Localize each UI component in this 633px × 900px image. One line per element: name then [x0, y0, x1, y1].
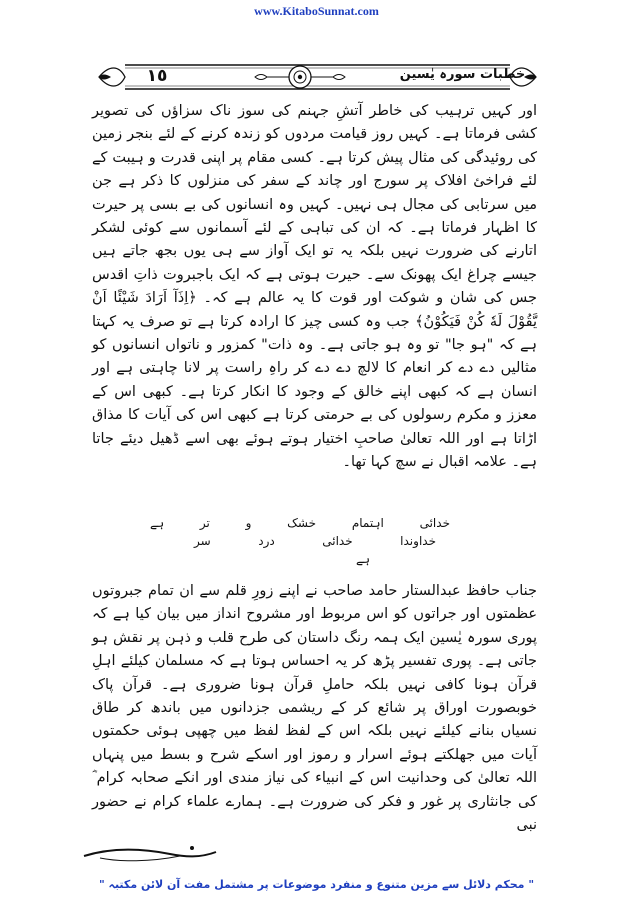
verse-word: خشک: [287, 516, 317, 530]
running-title: خطبات سورہ یٰسین: [399, 67, 526, 82]
verse-word: خدائی: [419, 516, 450, 530]
verse-word: خدائی: [322, 534, 353, 548]
verse-line-3: [150, 552, 450, 566]
end-flourish-icon: [80, 842, 220, 864]
page-number: ١٥: [146, 66, 168, 86]
body-text: [92, 100, 537, 475]
verse-word: اہتمام: [351, 516, 384, 530]
verse-line-1: [150, 516, 450, 530]
paragraph: اور کہیں ترہیب کی خاطر آتشِ جہنم کی سوز ناک سزاؤں کی تصویر کشی فرماتا ہے۔ کہیں روز قیامت مردوں کو زندہ کرنے کے لئے بنجر زمین کی روئیدگی کی مثال پیش کرتا ہے۔ کسی مقام پر اپنی قدرت و ہیبت کے لئے فراخئ افلاک پر سورج اور چاند کے سفر کی منزلوں کا ذکر ہے جن میں سرتابی کی مجال ہی نہیں۔ کہیں وہ انسانوں کی بے بسی پر حیرت کا اظہار فرماتا ہے۔ کہ ان کی تباہی کے لئے آسمانوں سے کوئی لشکر اتارنے کی ضرورت نہیں بلکہ یہ تو ایک آواز سے ہی یوں بجھ جاتے ہیں جیسے چراغ ایک پھونک سے۔ حیرت ہوتی ہے کہ ایک باجبروت ذاتِ اقدس جس کی شان و شوکت اور قوت کا یہ عالم ہے کہ۔ ﴿اِذَآ اَرَادَ شَيْئًا اَنْ يَّقُوْلَ لَهٗ كُنْ فَيَكُوْنُ﴾ جب وہ کسی چیز کا ارادہ کرتا ہے تو صرف یہ کہتا ہے کہ "ہو جا" تو وہ ہو جاتی ہے۔ وہ ذات" کمزور و ناتواں انسانوں کو مثالیں دے دے کر انعام کا لالچ دے دے کر راہِ راست پر لانا چاہتی ہے اور انسان ہے کہ کبھی اپنے خالق کے وجود کا انکار کرتا ہے۔ کبھی اس کے معزز و مکرم رسولوں کی بے حرمتی کرتا ہے کبھی اس کی آیات کا مذاق اڑاتا ہے اور اللہ تعالیٰ صاحبِ اختیار ہوتے ہوئے بھی اسے ڈھیل دیئے جاتا ہے۔ علامہ اقبال نے سچ کہا تھا۔: [92, 103, 537, 471]
verse-word: درد: [258, 534, 275, 548]
verse-word: تر: [199, 516, 210, 530]
verse-line-2: [150, 534, 450, 548]
footer-note: " محکم دلائل سے مزین متنوع و منفرد موضوعات پر مشتمل مفت آن لائن مکتبہ ": [98, 878, 535, 891]
site-url[interactable]: www.KitaboSunnat.com: [254, 4, 379, 18]
body-text-continued: [92, 580, 537, 837]
verse-block: [150, 516, 450, 566]
verse-word: ہے: [355, 552, 370, 566]
verse-word: خداوندا: [400, 534, 436, 548]
verse-word: و: [245, 516, 252, 530]
verse-word: ہے: [150, 516, 165, 530]
verse-word: سر: [194, 534, 211, 548]
paragraph: جناب حافظ عبدالستار حامد صاحب نے اپنے زورِ قلم سے ان تمام جبروتوں عظمتوں اور جراتوں کو اس مربوط اور مشروح انداز میں بیان کیا ہے کہ پوری سورہ یٰسین ایک ہمہ رنگ داستان کی طرح قلب و ذہن پر نقش ہو جاتی ہے۔ پوری تفسیر پڑھ کر یہ احساس ہوتا ہے کہ مسلمان کیلئے اہلِ قرآن ہونا کافی نہیں بلکہ حاملِ قرآن ہونا ضروری ہے۔ قرآن پاک خوبصورت اوراق پر شائع کر کے ریشمی جزدانوں میں باندھ کر طاق نسیاں بنانے کیلئے نہیں بلکہ اس کے لفظ لفظ میں چھپی ہوئی حکمتوں آیات میں جھلکتے ہوئے اسرار و رموز اور اسکے شرح و بسط میں پنہاں اللہ تعالیٰ کی وحدانیت اس کے انبیاء کی نیاز مندی اور انکے صحابہ کرام ؓ کی جانثاری پر غور و فکر کی ضرورت ہے۔ ہمارے علماء کرام نے حضور نبی: [92, 583, 537, 834]
header-band: [95, 62, 540, 92]
